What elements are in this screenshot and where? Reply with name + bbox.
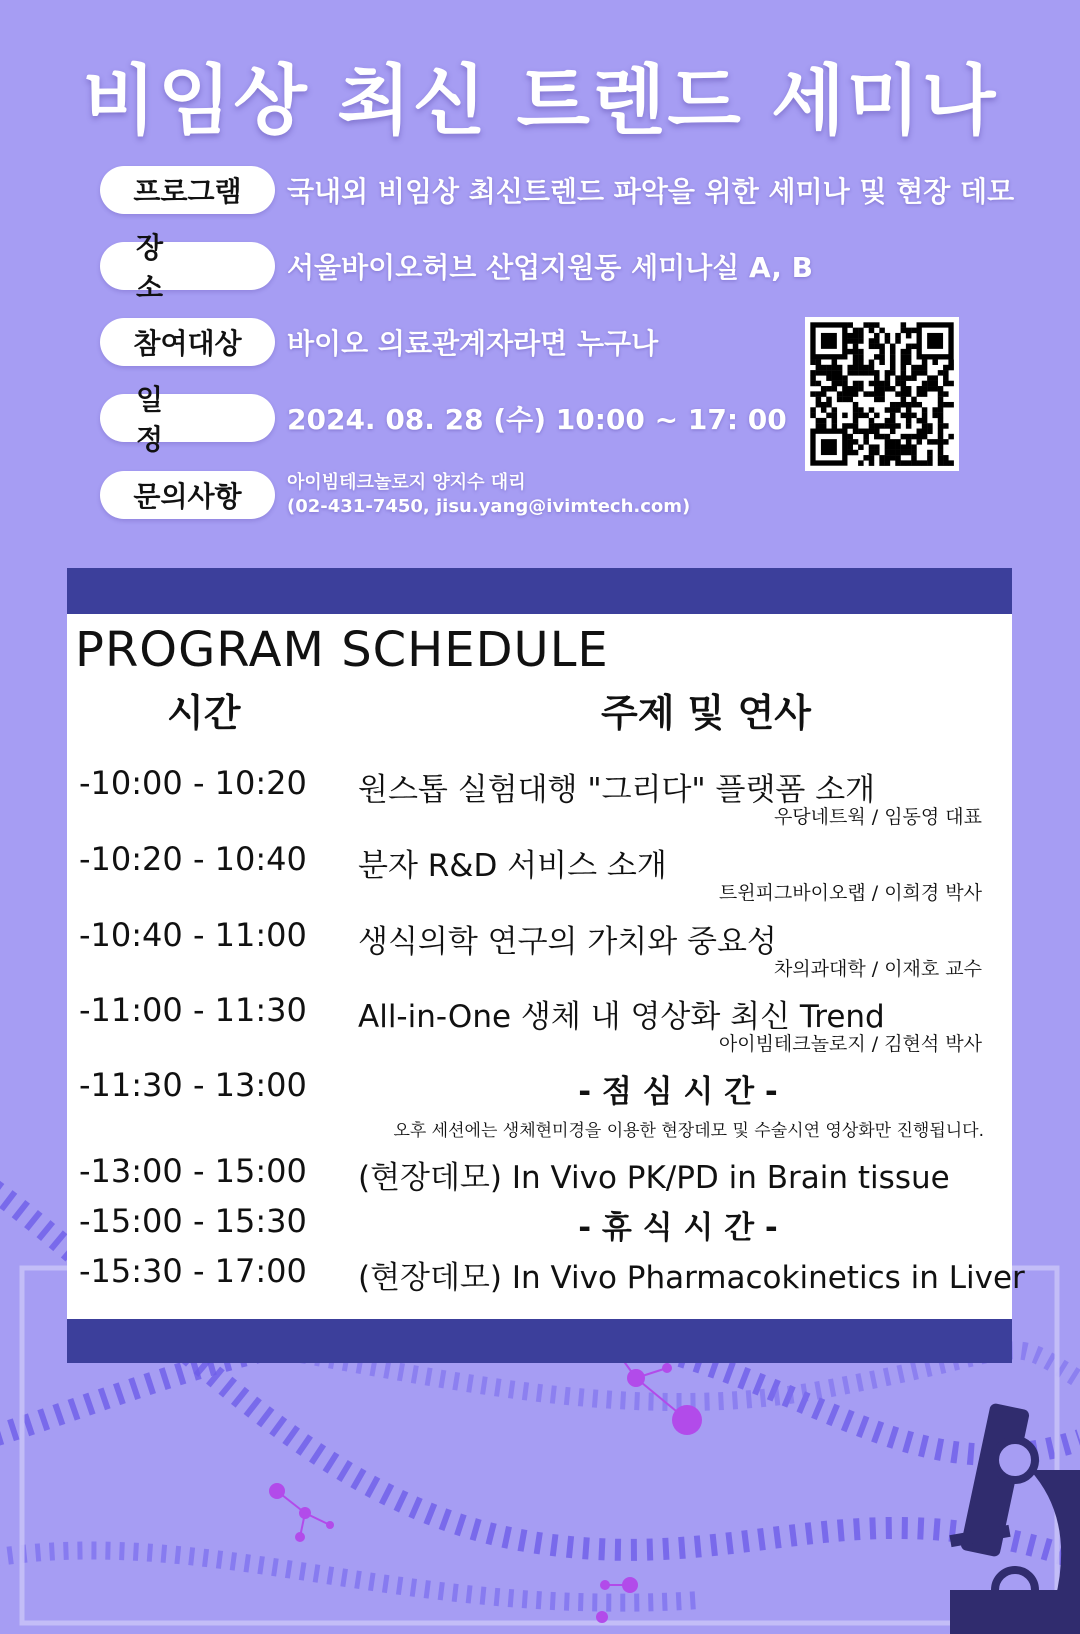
rest-break: - 휴 식 시 간 -	[578, 1210, 778, 1246]
schedule-speaker: 아이빔테크놀로지 / 김현석 박사	[718, 1033, 982, 1055]
schedule-topic: (현장데모) In Vivo Pharmacokinetics in Liver	[358, 1260, 1025, 1296]
audience-label: 참여대상	[100, 318, 275, 366]
schedule-time: -11:30 - 13:00	[79, 1066, 307, 1104]
schedule-time: -15:30 - 17:00	[79, 1252, 307, 1290]
schedule-speaker: 트윈피그바이오랩 / 이희경 박사	[718, 882, 982, 904]
date-label: 일 정	[100, 394, 275, 442]
place-value: 서울바이오허브 산업지원동 세미나실 A, B	[287, 251, 813, 284]
schedule-topic: (현장데모) In Vivo PK/PD in Brain tissue	[358, 1160, 950, 1196]
schedule-time: -11:00 - 11:30	[79, 991, 307, 1029]
program-label: 프로그램	[100, 166, 275, 214]
schedule-topic: All-in-One 생체 내 영상화 최신 Trend	[358, 999, 885, 1035]
schedule-title: PROGRAM SCHEDULE	[75, 622, 609, 678]
column-header-topic: 주제 및 연사	[601, 691, 811, 735]
qr-code-icon[interactable]	[805, 317, 959, 471]
program-value: 국내외 비임상 최신트렌드 파악을 위한 세미나 및 현장 데모	[287, 175, 1015, 208]
schedule-speaker: 우당네트웍 / 임동영 대표	[773, 806, 982, 828]
schedule-topic: 분자 R&D 서비스 소개	[358, 848, 667, 884]
schedule-top-band	[67, 568, 1012, 614]
date-value: 2024. 08. 28 (수) 10:00 ~ 17: 00	[287, 403, 787, 436]
audience-value: 바이오 의료관계자라면 누구나	[287, 327, 659, 360]
schedule-topic: 원스톱 실험대행 "그리다" 플랫폼 소개	[358, 772, 876, 808]
column-header-time: 시간	[167, 691, 241, 735]
schedule-speaker: 차의과대학 / 이재호 교수	[773, 958, 982, 980]
page-title: 비임상 최신 트렌드 세미나	[82, 56, 998, 145]
contact-line1: 아이빔테크놀로지 양지수 대리	[287, 472, 526, 493]
place-label: 장 소	[100, 242, 275, 290]
schedule-panel	[67, 614, 1025, 1319]
schedule-time: -15:00 - 15:30	[79, 1202, 307, 1240]
schedule-time: -10:00 - 10:20	[79, 764, 307, 802]
schedule-topic: 생식의학 연구의 가치와 중요성	[358, 924, 777, 960]
contact-value	[287, 471, 690, 519]
schedule-time: -10:20 - 10:40	[79, 840, 307, 878]
schedule-time: -10:40 - 11:00	[79, 916, 307, 954]
contact-line2: (02-431-7450, jisu.yang@ivimtech.com)	[287, 496, 691, 517]
schedule-time: -13:00 - 15:00	[79, 1152, 307, 1190]
microscope-icon	[949, 1402, 1080, 1634]
contact-label: 문의사항	[100, 471, 275, 519]
afternoon-note: 오후 세션에는 생체현미경을 이용한 현장데모 및 수술시연 영상화만 진행됩니다.	[393, 1121, 984, 1141]
lunch-break: - 점 심 시 간 -	[578, 1074, 778, 1110]
schedule-bottom-band	[67, 1319, 1012, 1363]
